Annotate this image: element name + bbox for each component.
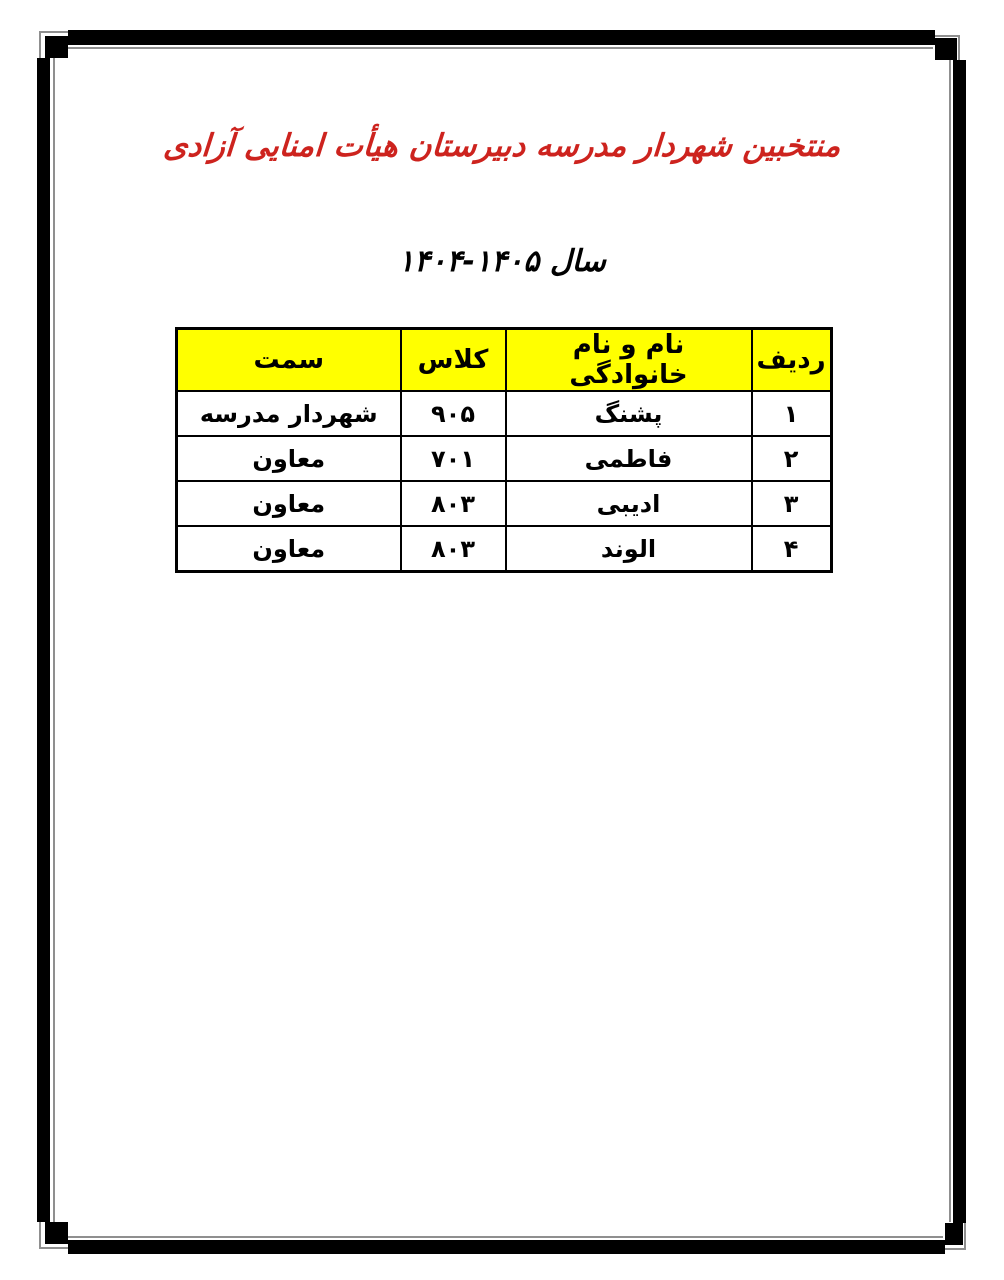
table-row (177, 481, 832, 526)
header-cell-semat: سمت (177, 329, 401, 392)
cell-class: ۷۰۱ (401, 436, 506, 481)
header-cell-class: کلاس (401, 329, 506, 392)
table-row (177, 391, 832, 436)
cell-name: الوند (506, 526, 752, 572)
cell-semat: معاون (177, 436, 401, 481)
cell-class: ۹۰۵ (401, 391, 506, 436)
cell-class: ۸۰۳ (401, 481, 506, 526)
cell-semat: شهردار مدرسه (177, 391, 401, 436)
header-cell-name: نام و نام خانوادگی (506, 329, 752, 392)
border-thin-line (40, 32, 965, 1249)
cell-radif: ۳ (752, 481, 832, 526)
border-bar-right (953, 60, 966, 1223)
border-corner-top-left (45, 36, 68, 58)
cell-name: فاطمی (506, 436, 752, 481)
cell-radif: ۲ (752, 436, 832, 481)
border-black-frame (37, 30, 966, 1254)
cell-radif: ۴ (752, 526, 832, 572)
cell-class: ۸۰۳ (401, 526, 506, 572)
cell-name: پشنگ (506, 391, 752, 436)
page-subtitle: سال ۱۴۰۵-۱۴۰۴ (398, 244, 606, 279)
members-table (175, 327, 833, 573)
border-bar-top (68, 30, 935, 45)
table-row (177, 526, 832, 572)
border-corner-top-right (935, 38, 957, 60)
border-corner-bottom-right (945, 1223, 963, 1245)
table-row (177, 436, 832, 481)
border-bar-bottom (68, 1240, 945, 1254)
header-cell-radif: ردیف (752, 329, 832, 392)
cell-semat: معاون (177, 481, 401, 526)
page-title: منتخبین شهردار مدرسه دبیرستان هیأت امنایی آزادی (162, 128, 842, 164)
cell-radif: ۱ (752, 391, 832, 436)
border-corner-bottom-left (45, 1222, 68, 1244)
cell-semat: معاون (177, 526, 401, 572)
border-bar-left (37, 58, 50, 1222)
table-header-row (177, 329, 832, 392)
cell-name: ادیبی (506, 481, 752, 526)
